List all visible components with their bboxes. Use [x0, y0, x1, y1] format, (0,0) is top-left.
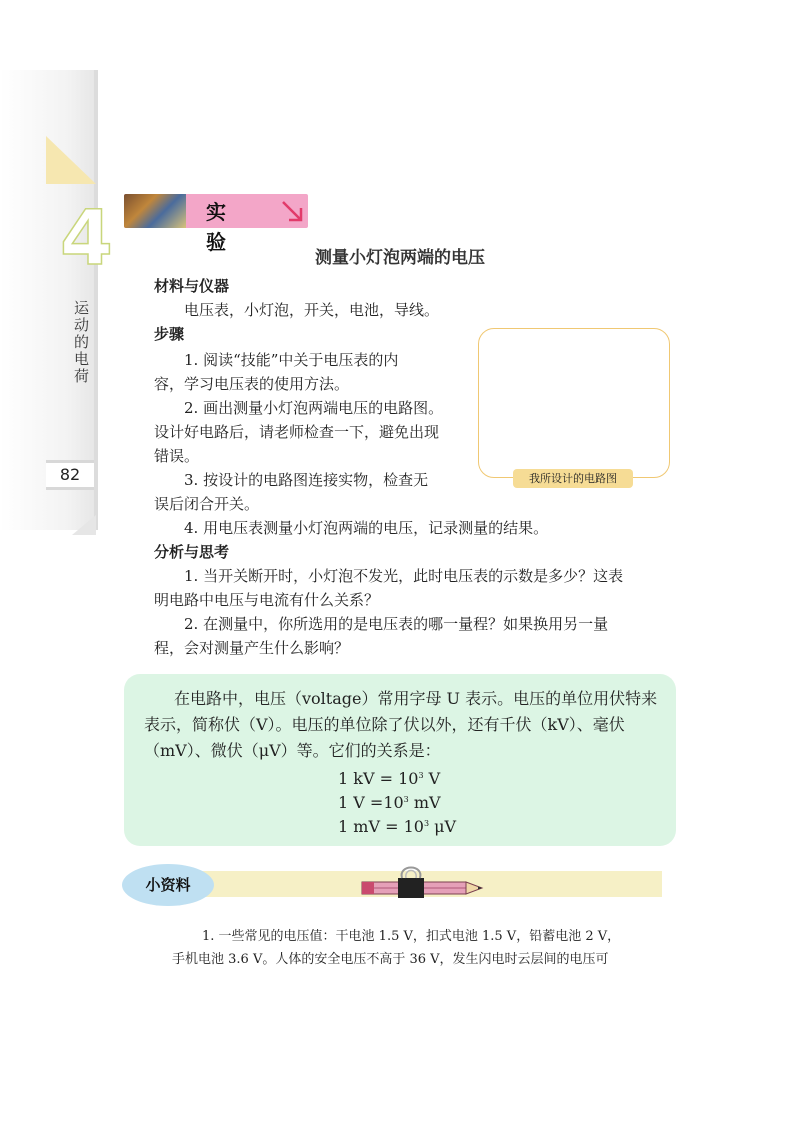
info-line-2: 表示，简称伏（V）。电压的单位除了伏以外，还有千伏（kV）、毫伏: [144, 715, 625, 734]
experiment-title: 测量小灯泡两端的电压: [315, 248, 485, 268]
info-line-1: 在电路中，电压（voltage）常用字母 U 表示。电压的单位用伏特来: [174, 689, 658, 708]
formula-mv: 1 mV = $10^3$ μV: [338, 817, 457, 836]
circuit-caption: 我所设计的电路图: [513, 469, 633, 488]
step-2-line-1: 2. 画出测量小灯泡两端电压的电路图。: [184, 399, 444, 417]
step-1-line-1: 1. 阅读“技能”中关于电压表的内: [184, 351, 399, 369]
resource-line-1: 1. 一些常见的电压值：干电池 1.5 V，扣式电池 1.5 V，铅蓄电池 2 V，: [202, 929, 621, 944]
arrow-down-right-icon: [280, 199, 306, 225]
materials-text: 电压表，小灯泡，开关，电池，导线。: [184, 301, 440, 319]
circuit-drawing-box: [478, 328, 670, 478]
steps-heading: 步骤: [154, 325, 185, 343]
corner-triangle: [46, 136, 96, 184]
analysis-2-line-2: 程，会对测量产生什么影响？: [154, 639, 350, 657]
analysis-heading: 分析与思考: [154, 543, 230, 561]
chapter-number: 4: [60, 193, 113, 282]
margin-notch: [72, 515, 96, 535]
analysis-2-line-1: 2. 在测量中，你所选用的是电压表的哪一量程？如果换用另一量: [184, 615, 609, 633]
resource-line-2: 手机电池 3.6 V。人体的安全电压不高于 36 V，发生闪电时云层间的电压可: [172, 952, 609, 967]
step-4-line-1: 4. 用电压表测量小灯泡两端的电压，记录测量的结果。: [184, 519, 549, 537]
step-3-line-1: 3. 按设计的电路图连接实物，检查无: [184, 471, 429, 489]
students-photo: [124, 194, 186, 228]
step-3-line-2: 误后闭合开关。: [154, 495, 260, 513]
pencil-clip-icon: [358, 862, 490, 904]
analysis-1-line-1: 1. 当开关断开时，小灯泡不发光，此时电压表的示数是多少？这表: [184, 567, 624, 585]
analysis-1-line-2: 明电路中电压与电流有什么关系？: [154, 591, 380, 609]
materials-heading: 材料与仪器: [154, 277, 230, 295]
experiment-label: 实 验: [206, 200, 236, 254]
step-2-line-2: 设计好电路后，请老师检查一下，避免出现: [154, 423, 440, 441]
info-line-3: （mV）、微伏（μV）等。它们的关系是：: [144, 741, 441, 760]
step-1-line-2: 容，学习电压表的使用方法。: [154, 375, 350, 393]
resource-label: 小资料: [122, 864, 214, 906]
step-2-line-3: 错误。: [154, 447, 200, 465]
page-number: 82: [46, 460, 94, 490]
formula-kv: 1 kV = $10^3$ V: [338, 769, 441, 788]
formula-v: 1 $V =10^3$ mV: [338, 793, 441, 812]
chapter-title: 运动的电荷: [74, 299, 90, 385]
